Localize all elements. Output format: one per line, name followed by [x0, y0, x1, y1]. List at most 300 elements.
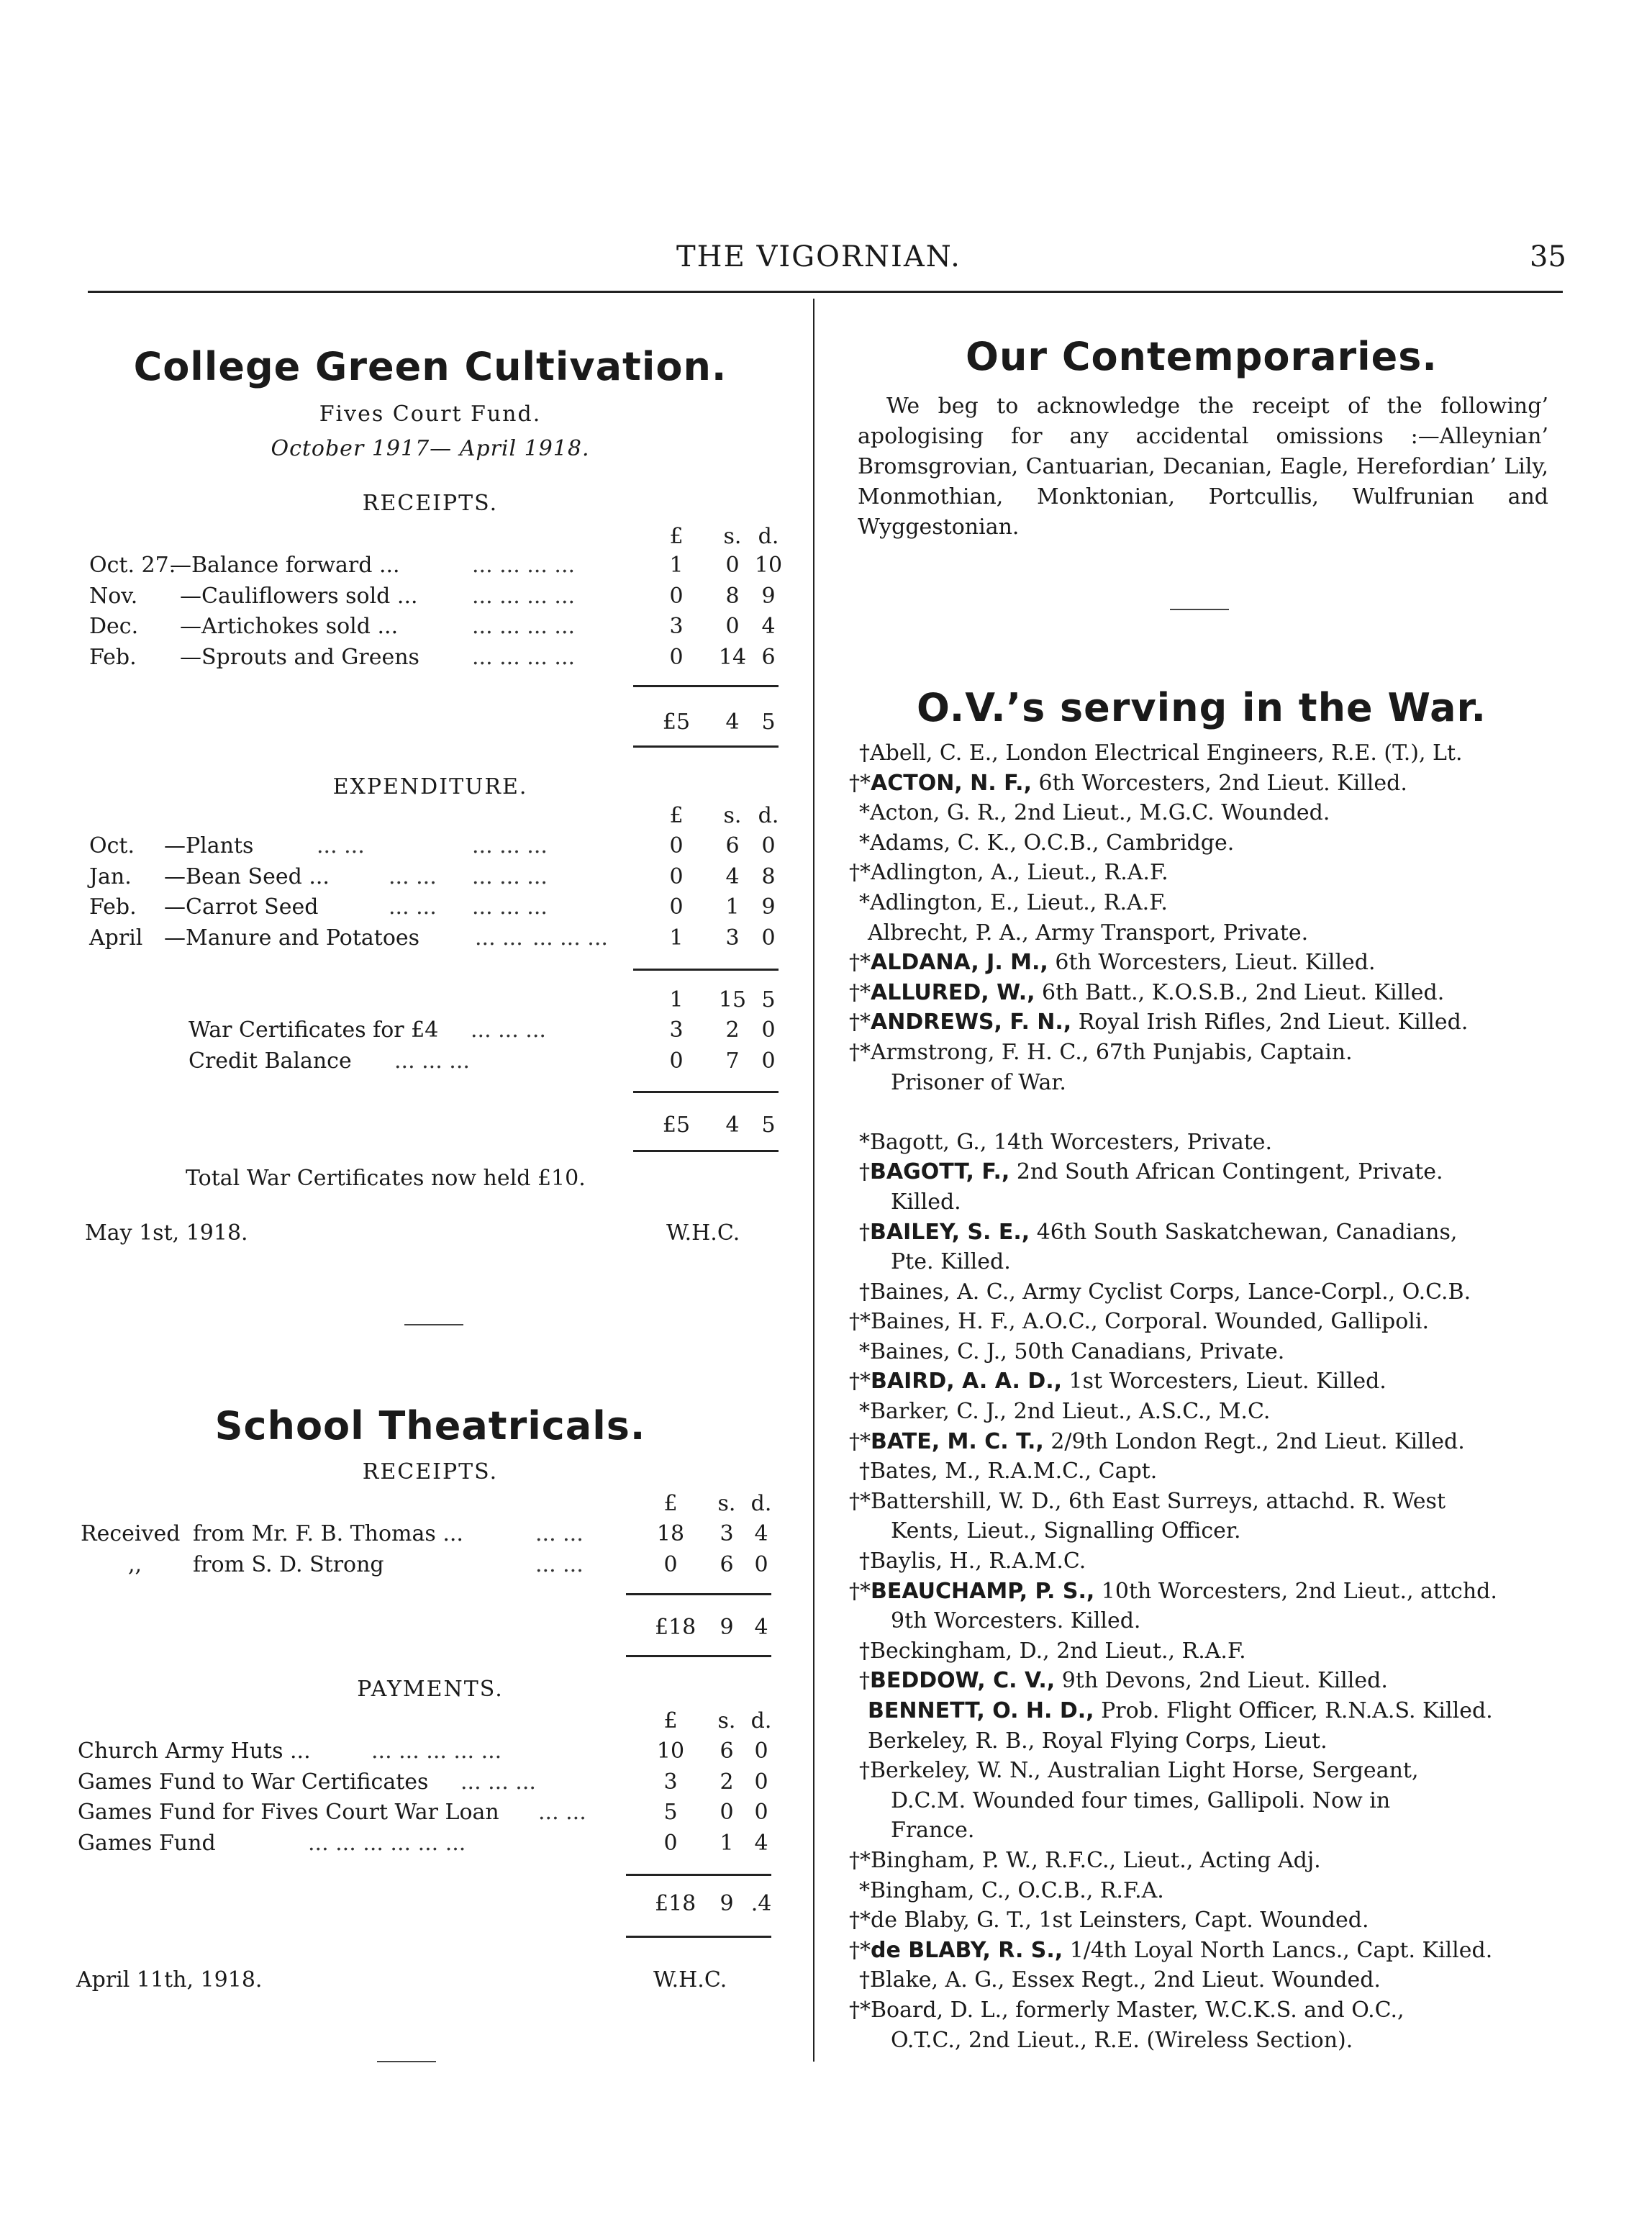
ov-mark: †* — [849, 1937, 871, 1963]
receipt-month: Dec. — [89, 614, 139, 639]
receipt-item: from Mr. F. B. Thomas ... — [193, 1521, 463, 1546]
ov-entry — [849, 1038, 1554, 1068]
ov-mark: † — [859, 1638, 870, 1664]
ov-mark: * — [859, 1338, 870, 1364]
ov-mark: †* — [849, 1369, 871, 1395]
ov-details: 10th Worcesters, 2nd Lieut., attchd. — [1094, 1578, 1497, 1604]
ov-entry — [849, 1876, 1554, 1906]
ov-entry — [849, 798, 1554, 828]
receipt-pounds: 1 — [669, 553, 684, 578]
ov-details: Lieut., R.A.F. — [1020, 860, 1168, 886]
ov-details: Royal Flying Corps, Lieut. — [1035, 1728, 1328, 1754]
ov-entry — [849, 1068, 1554, 1098]
expenditure-month: Oct. — [89, 833, 135, 858]
ov-details: 6th Worcesters, Lieut. Killed. — [1048, 950, 1376, 976]
ov-entry — [849, 1756, 1554, 1786]
theatricals-receipt-pence: 0 — [754, 1551, 768, 1577]
section-divider — [1170, 609, 1229, 610]
ov-details: 2/9th London Regt., 2nd Lieut. Killed. — [1043, 1428, 1465, 1454]
other-item: Credit Balance — [189, 1048, 352, 1074]
currency-header: £ — [669, 524, 684, 549]
ov-mark: * — [859, 889, 870, 915]
ov-mark: † — [859, 1219, 870, 1245]
expenditure-pounds: 0 — [669, 894, 684, 920]
ov-entry — [849, 1936, 1554, 1966]
ov-entry — [849, 738, 1554, 769]
receipt-pounds: 0 — [669, 644, 684, 670]
leader-dots: ... ... — [538, 1800, 586, 1825]
ov-mark: † — [859, 1159, 870, 1185]
ov-details: 2nd South African Contingent, Private. — [1009, 1159, 1443, 1185]
receipt-prefix: Received — [81, 1521, 181, 1546]
ov-name: Board, D. L., — [871, 1997, 1009, 2023]
ov-mark: †* — [849, 1428, 871, 1454]
ov-serving-list — [849, 738, 1554, 2055]
ov-name: Albrecht, P. A., — [868, 920, 1029, 946]
ov-details: Killed. — [891, 1189, 961, 1215]
receipt-item: —Balance forward ... — [170, 553, 400, 578]
ov-details: France. — [891, 1818, 975, 1844]
ov-name-killed: BEAUCHAMP, P. S., — [871, 1578, 1095, 1604]
expenditure-pounds: 0 — [669, 863, 684, 889]
expenditure-month: Feb. — [89, 894, 137, 920]
ov-details: 1/4th Loyal North Lancs., Capt. Killed. — [1063, 1937, 1493, 1963]
ov-mark: †* — [849, 1578, 871, 1604]
ov-mark: * — [859, 800, 870, 826]
payment-pounds: 0 — [663, 1830, 678, 1856]
college-green-subtitle: Fives Court Fund. — [319, 402, 542, 427]
receipts-total-pounds: £5 — [662, 710, 691, 735]
ov-mark: * — [859, 1399, 870, 1425]
theatricals-receipts-total-pounds: £18 — [655, 1615, 696, 1640]
ov-name-killed: ANDREWS, F. N., — [871, 1010, 1072, 1035]
ov-details: O.T.C., 2nd Lieut., R.E. (Wireless Section). — [891, 2027, 1353, 2053]
theatricals-receipt-shillings: 3 — [720, 1521, 734, 1546]
theatricals-receipt-shillings: 6 — [720, 1551, 734, 1577]
section-divider — [377, 2061, 436, 2062]
ov-details: 6th East Surreys, attachd. R. West — [1061, 1488, 1446, 1514]
ov-mark: † — [859, 1459, 870, 1484]
receipt-item: —Sprouts and Greens — [180, 644, 419, 670]
ov-name-killed: de BLABY, R. S., — [871, 1937, 1063, 1963]
ov-entry — [849, 2026, 1554, 2056]
leader-dots: ... ... ... — [460, 1769, 536, 1795]
payment-item: Church Army Huts ... — [78, 1738, 311, 1764]
ov-details: Army Cyclist Corps, Lance-Corpl., O.C.B. — [1015, 1279, 1471, 1305]
ov-details: 6th Worcesters, 2nd Lieut. Killed. — [1031, 770, 1407, 796]
payment-shillings: 2 — [720, 1769, 734, 1795]
ov-mark: * — [859, 1877, 870, 1903]
expenditure-month: April — [89, 925, 143, 951]
ov-entry — [849, 1905, 1554, 1936]
leader-dots: ... ... ... — [472, 833, 548, 858]
leader-dots: ... ... — [535, 1521, 584, 1546]
ov-name: Acton, G. R., — [870, 800, 1007, 826]
theatricals-receipt-pounds: 18 — [656, 1521, 685, 1546]
ov-entry — [849, 888, 1554, 918]
leader-dots: ... ... ... ... — [472, 583, 576, 609]
payment-shillings: 6 — [720, 1738, 734, 1764]
other-pounds: 3 — [669, 1017, 684, 1043]
theatricals-date: April 11th, 1918. — [76, 1967, 263, 1993]
theatricals-signature: W.H.C. — [653, 1967, 727, 1993]
ov-details: R.F.C., Lieut., Acting Adj. — [1038, 1847, 1321, 1873]
leader-dots: ... ... — [475, 925, 523, 951]
payment-shillings: 1 — [720, 1830, 734, 1856]
page-header-title: THE VIGORNIAN. — [676, 240, 961, 273]
ov-name-killed: BENNETT, O. H. D., — [868, 1698, 1094, 1723]
ov-details: Lieut., R.A.F. — [1020, 889, 1168, 915]
ov-name: Baylis, H., — [870, 1549, 982, 1574]
theatricals-receipt-pence: 4 — [754, 1521, 768, 1546]
expenditure-shillings: 3 — [725, 925, 740, 951]
ov-entry — [849, 1815, 1554, 1846]
ov-details: Army Transport, Private. — [1028, 920, 1309, 946]
ov-entry — [849, 1187, 1554, 1218]
ov-details: 6th Batt., K.O.S.B., 2nd Lieut. Killed. — [1035, 979, 1445, 1005]
ov-details: formerly Master, W.C.K.S. and O.C., — [1008, 1997, 1404, 2023]
ov-name: Armstrong, F. H. C., — [871, 1039, 1089, 1065]
payment-pence: 0 — [754, 1769, 768, 1795]
ov-name: Barker, C. J., — [870, 1399, 1007, 1425]
payment-shillings: 0 — [720, 1800, 734, 1825]
expenditure-pence: 0 — [761, 925, 776, 951]
other-pounds: 0 — [669, 1048, 684, 1074]
payments-rule — [626, 1874, 771, 1876]
ov-entry — [849, 1846, 1554, 1876]
ov-details: Kents, Lieut., Signalling Officer. — [891, 1518, 1241, 1544]
currency-header: s. — [717, 1491, 736, 1516]
leader-dots: ... ... ... ... — [472, 553, 576, 578]
ov-entry — [849, 1337, 1554, 1367]
expenditure-item: —Manure and Potatoes — [164, 925, 420, 951]
ov-entry — [849, 1307, 1554, 1337]
ov-name: Beckingham, D., — [870, 1638, 1050, 1664]
college-green-date: May 1st, 1918. — [85, 1220, 248, 1246]
leader-dots: ... ... ... ... — [472, 644, 576, 670]
ov-details: 2nd Lieut., M.G.C. Wounded. — [1007, 800, 1330, 826]
ov-name: Baines, A. C., — [870, 1279, 1016, 1305]
ov-entry — [849, 1666, 1554, 1696]
currency-header: d. — [758, 524, 779, 549]
currency-header: s. — [717, 1708, 736, 1733]
ov-details: O.C.B., R.F.A. — [1010, 1877, 1164, 1903]
theatricals-receipts-total-shillings: 9 — [720, 1615, 734, 1640]
ov-name-killed: ALLURED, W., — [871, 979, 1035, 1005]
ov-mark: † — [859, 1549, 870, 1574]
ov-mark: * — [859, 830, 870, 856]
ov-entry — [849, 1995, 1554, 2026]
expenditure-item: —Plants — [164, 833, 254, 858]
receipt-item: —Artichokes sold ... — [180, 614, 399, 639]
other-item: War Certificates for £4 — [189, 1017, 439, 1043]
ov-mark: †* — [849, 950, 871, 976]
expenditure-item: —Bean Seed ... — [164, 863, 330, 889]
leader-dots: ... ... — [389, 863, 437, 889]
receipt-shillings: 0 — [725, 553, 740, 578]
ov-details: 1st Leinsters, Capt. Wounded. — [1031, 1908, 1369, 1933]
ov-entry — [849, 858, 1554, 888]
ov-details: R.A.M.C. — [981, 1549, 1086, 1574]
expenditure-subtotal-pounds: 1 — [669, 987, 684, 1012]
header-rule — [88, 291, 1563, 293]
expenditure-subtotal-pence: 5 — [761, 987, 776, 1012]
ov-details: London Electrical Engineers, R.E. (T.), Lt. — [998, 740, 1463, 766]
ov-name-killed: BATE, M. C. T., — [871, 1428, 1044, 1454]
other-shillings: 2 — [725, 1017, 740, 1043]
ov-mark: † — [859, 1967, 870, 1993]
leader-dots: ... ... ... — [532, 925, 608, 951]
ov-details: A.O.C., Corporal. Wounded, Gallipoli. — [1015, 1309, 1430, 1335]
ov-mark: † — [859, 740, 870, 766]
ov-entry — [849, 1366, 1554, 1397]
leader-dots: ... ... ... — [472, 894, 548, 920]
ov-entry — [849, 769, 1554, 799]
payment-item: Games Fund for Fives Court War Loan — [78, 1800, 499, 1825]
currency-header: d. — [758, 803, 779, 828]
leader-dots: ... ... — [317, 833, 365, 858]
ov-name-killed: BAILEY, S. E., — [870, 1219, 1030, 1245]
theatricals-receipts-heading: RECEIPTS. — [362, 1459, 499, 1484]
receipt-prefix: ,, — [128, 1551, 142, 1577]
college-green-title: College Green Cultivation. — [133, 344, 727, 389]
expenditure-month: Jan. — [89, 863, 132, 889]
expenditure-heading: EXPENDITURE. — [332, 774, 528, 799]
currency-header: s. — [723, 524, 742, 549]
ov-name: Abell, C. E., — [870, 740, 999, 766]
currency-header: £ — [663, 1708, 678, 1733]
leader-dots: ... ... ... — [471, 1017, 546, 1043]
other-shillings: 7 — [725, 1048, 740, 1074]
receipts-total-pence: 5 — [761, 710, 776, 735]
college-green-period: October 1917— April 1918. — [271, 436, 590, 461]
ov-mark: † — [859, 1279, 870, 1305]
ov-entry — [849, 1277, 1554, 1307]
expenditure-total-pence: 5 — [761, 1112, 776, 1138]
leader-dots: ... ... — [389, 894, 437, 920]
receipt-pence: 10 — [754, 553, 783, 578]
theatricals-payments-total-pence: .4 — [750, 1891, 772, 1916]
ov-details: R.A.M.C., Capt. — [981, 1459, 1158, 1484]
ov-details: 9th Devons, 2nd Lieut. Killed. — [1055, 1668, 1388, 1694]
other-rule — [633, 1091, 779, 1093]
ov-mark: †* — [849, 770, 871, 796]
ov-details: 9th Worcesters. Killed. — [891, 1608, 1141, 1634]
ov-details: 50th Canadians, Private. — [1007, 1338, 1285, 1364]
ov-mark: †* — [849, 1309, 871, 1335]
ov-entry — [849, 1786, 1554, 1816]
ov-entry — [849, 1427, 1554, 1457]
ov-entry — [849, 1636, 1554, 1667]
expenditure-pounds: 0 — [669, 833, 684, 858]
receipt-month: Feb. — [89, 644, 137, 670]
ov-name-killed: BEDDOW, C. V., — [870, 1668, 1056, 1694]
theatricals-title: School Theatricals. — [214, 1403, 646, 1449]
expenditure-shillings: 1 — [725, 894, 740, 920]
ov-entry — [849, 1247, 1554, 1277]
ov-details: O.C.B., Cambridge. — [1017, 830, 1235, 856]
ov-details: Prisoner of War. — [891, 1069, 1066, 1095]
expenditure-rule — [633, 969, 779, 971]
expenditure-pence: 9 — [761, 894, 776, 920]
ov-details: 2nd Lieut., A.S.C., M.C. — [1007, 1399, 1271, 1425]
ov-name: Baines, C. J., — [870, 1338, 1007, 1364]
ov-mark: * — [859, 1129, 870, 1155]
expenditure-pounds: 1 — [669, 925, 684, 951]
receipt-pence: 6 — [761, 644, 776, 670]
ov-entry — [849, 1546, 1554, 1577]
ov-details: 67th Punjabis, Captain. — [1089, 1039, 1353, 1065]
ov-details: 1st Worcesters, Lieut. Killed. — [1062, 1369, 1386, 1395]
receipt-month: Oct. 27. — [89, 553, 176, 578]
expenditure-total-shillings: 4 — [725, 1112, 740, 1138]
ov-entry — [849, 1696, 1554, 1726]
ov-entry — [849, 1097, 1554, 1128]
contemporaries-text: We beg to acknowledge the receipt of the following’ apologising for any accidental omissions :—Alleynian’ Bromsgrovian, Cantuarian, Decanian, Eagle, Herefordian’ Lily, Monmothian, Monktonian, Portcullis, Wulfrunian and Wyggestonian. — [858, 394, 1548, 540]
expenditure-total-pounds: £5 — [662, 1112, 691, 1138]
ov-mark: †* — [849, 1488, 871, 1514]
other-pence: 0 — [761, 1048, 776, 1074]
expenditure-pence: 8 — [761, 863, 776, 889]
receipt-shillings: 0 — [725, 614, 740, 639]
expenditure-total-rule — [633, 1150, 779, 1152]
expenditure-shillings: 6 — [725, 833, 740, 858]
ov-name: Adams, C. K., — [870, 830, 1017, 856]
ov-name: de Blaby, G. T., — [871, 1908, 1032, 1933]
ov-name: Berkeley, W. N., — [870, 1758, 1041, 1784]
payment-item: Games Fund — [78, 1830, 216, 1856]
ov-entry — [849, 1218, 1554, 1248]
receipt-pence: 4 — [761, 614, 776, 639]
ov-name: Battershill, W. D., — [871, 1488, 1062, 1514]
ov-details: 46th South Saskatchewan, Canadians, — [1030, 1219, 1458, 1245]
ov-entry — [849, 828, 1554, 858]
college-green-signature: W.H.C. — [666, 1220, 740, 1246]
ov-serving-title: O.V.’s serving in the War. — [917, 685, 1487, 730]
leader-dots: ... ... ... ... — [472, 614, 576, 639]
receipt-pounds: 0 — [669, 583, 684, 609]
ov-name: Bagott, G., — [870, 1129, 987, 1155]
receipt-pounds: 3 — [669, 614, 684, 639]
ov-name-killed: ACTON, N. F., — [871, 770, 1032, 796]
payment-pence: 4 — [754, 1830, 768, 1856]
leader-dots: ... ... ... — [394, 1048, 470, 1074]
ov-entry — [849, 1577, 1554, 1607]
ov-name-killed: BAGOTT, F., — [870, 1159, 1010, 1185]
ov-entry — [849, 1397, 1554, 1427]
ov-details: Australian Light Horse, Sergeant, — [1040, 1758, 1419, 1784]
receipt-shillings: 14 — [718, 644, 747, 670]
page-number: 35 — [1530, 240, 1566, 273]
ov-details: Royal Irish Rifles, 2nd Lieut. Killed. — [1071, 1010, 1469, 1035]
ov-name: Blake, A. G., — [870, 1967, 1005, 1993]
ov-name: Baines, H. F., — [871, 1309, 1016, 1335]
section-divider — [404, 1324, 463, 1325]
ov-name: Bingham, P. W., — [871, 1847, 1038, 1873]
payments-total-rule — [626, 1936, 771, 1938]
ov-details: Prob. Flight Officer, R.N.A.S. Killed. — [1094, 1698, 1493, 1723]
payment-pounds: 3 — [663, 1769, 678, 1795]
ov-mark: †* — [849, 1010, 871, 1035]
ov-name: Bates, M., — [870, 1459, 981, 1484]
contemporaries-title: Our Contemporaries. — [966, 334, 1438, 379]
expenditure-shillings: 4 — [725, 863, 740, 889]
theatricals-payments-total-pounds: £18 — [655, 1891, 696, 1916]
payment-pounds: 5 — [663, 1800, 678, 1825]
ov-details: 2nd Lieut., R.A.F. — [1049, 1638, 1246, 1664]
theatricals-receipts-rule — [626, 1593, 771, 1595]
payment-item: Games Fund to War Certificates — [78, 1769, 429, 1795]
ov-entry — [849, 1128, 1554, 1158]
ov-entry — [849, 1487, 1554, 1517]
ov-entry — [849, 978, 1554, 1008]
ov-name: Berkeley, R. B., — [868, 1728, 1035, 1754]
currency-header: £ — [663, 1491, 678, 1516]
ov-details: 14th Worcesters, Private. — [986, 1129, 1273, 1155]
expenditure-subtotal-shillings: 15 — [718, 987, 747, 1012]
receipt-item: —Cauliflowers sold ... — [180, 583, 418, 609]
expenditure-item: —Carrot Seed — [164, 894, 319, 920]
receipts-total-rule — [633, 745, 779, 748]
receipt-shillings: 8 — [725, 583, 740, 609]
ov-name: Adlington, E., — [870, 889, 1020, 915]
currency-header: d. — [750, 1708, 772, 1733]
receipt-pence: 9 — [761, 583, 776, 609]
ov-entry — [849, 1606, 1554, 1636]
ov-details: Pte. Killed. — [891, 1249, 1011, 1275]
ov-entry — [849, 1007, 1554, 1038]
ov-entry — [849, 948, 1554, 978]
war-certificates-note: Total War Certificates now held £10. — [186, 1166, 586, 1191]
theatricals-payments-total-shillings: 9 — [720, 1891, 734, 1916]
ov-entry — [849, 1157, 1554, 1187]
ov-mark: † — [859, 1668, 870, 1694]
ov-name-killed: BAIRD, A. A. D., — [871, 1369, 1063, 1395]
theatricals-receipt-pounds: 0 — [663, 1551, 678, 1577]
ov-mark: †* — [849, 1997, 871, 2023]
currency-header: d. — [750, 1491, 772, 1516]
column-divider — [813, 299, 814, 2062]
expenditure-pence: 0 — [761, 833, 776, 858]
receipts-total-shillings: 4 — [725, 710, 740, 735]
leader-dots: ... ... ... — [472, 863, 548, 889]
ov-mark: †* — [849, 1039, 871, 1065]
payment-pence: 0 — [754, 1800, 768, 1825]
receipt-item: from S. D. Strong — [193, 1551, 384, 1577]
ov-mark: †* — [849, 1908, 871, 1933]
ov-details: Essex Regt., 2nd Lieut. Wounded. — [1004, 1967, 1381, 1993]
payment-pence: 0 — [754, 1738, 768, 1764]
receipt-month: Nov. — [89, 583, 138, 609]
ov-mark: † — [859, 1758, 870, 1784]
currency-header: £ — [669, 803, 684, 828]
currency-header: s. — [723, 803, 742, 828]
ov-entry — [849, 918, 1554, 948]
ov-mark: †* — [849, 979, 871, 1005]
ov-entry — [849, 1726, 1554, 1756]
ov-mark: †* — [849, 860, 871, 886]
theatricals-receipts-total-pence: 4 — [754, 1615, 768, 1640]
ov-mark: †* — [849, 1847, 871, 1873]
leader-dots: ... ... ... ... ... ... — [308, 1830, 466, 1856]
ov-name: Bingham, C., — [870, 1877, 1011, 1903]
ov-entry — [849, 1516, 1554, 1546]
leader-dots: ... ... — [535, 1551, 584, 1577]
ov-name: Adlington, A., — [871, 860, 1020, 886]
leader-dots: ... ... ... ... ... — [371, 1738, 502, 1764]
payments-heading: PAYMENTS. — [357, 1677, 504, 1702]
ov-entry — [849, 1456, 1554, 1487]
